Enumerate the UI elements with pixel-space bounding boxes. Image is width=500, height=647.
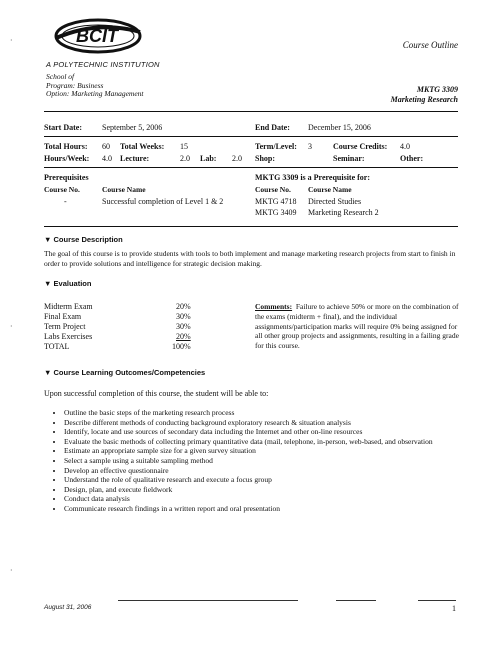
description-text: The goal of this course is to provide students with tools to both implement and manage marketing research projects from start to finish in order to provide solutions and intelligence for strategic decision making. bbox=[44, 249, 456, 268]
eval-row-1-pct: 20% bbox=[176, 302, 191, 311]
prereq-for-row-2-no: MKTG 3409 bbox=[255, 208, 297, 217]
description-heading bbox=[44, 235, 123, 244]
total-weeks-label: Total Weeks: bbox=[120, 142, 165, 151]
list-item: • Outline the basic steps of the marketing research process bbox=[64, 408, 474, 418]
evaluation-heading bbox=[44, 279, 91, 288]
eval-row-4-pct: 20% bbox=[176, 332, 191, 341]
list-item: • Understand the role of qualitative research and execute a focus group bbox=[64, 475, 474, 485]
hours-week-label: Hours/Week: bbox=[44, 154, 90, 163]
prereq-for-title: MKTG 3309 is a Prerequisite for: bbox=[255, 173, 371, 182]
lab-label: Lab: bbox=[200, 154, 217, 163]
course-outline-label: Course Outline bbox=[402, 40, 458, 50]
scan-mark: ⋅ bbox=[10, 322, 13, 331]
list-item: • Select a sample using a suitable sampling method bbox=[64, 456, 474, 466]
term-level-value: 3 bbox=[308, 142, 312, 151]
prereq-for-row-1-no: MKTG 4718 bbox=[255, 197, 297, 206]
eval-row-2-item: Final Exam bbox=[44, 312, 82, 321]
school-block bbox=[46, 73, 143, 99]
chevron-down-icon: ▼ bbox=[44, 368, 54, 377]
start-date-label: Start Date: bbox=[44, 123, 82, 132]
evaluation-title: Evaluation bbox=[53, 279, 92, 288]
total-weeks-value: 15 bbox=[180, 142, 188, 151]
chevron-down-icon: ▼ bbox=[44, 235, 54, 244]
shop-label: Shop: bbox=[255, 154, 276, 163]
divider-hours bbox=[44, 167, 458, 168]
other-label: Other: bbox=[400, 154, 424, 163]
seminar-label: Seminar: bbox=[333, 154, 365, 163]
prereq-col-no: Course No. bbox=[44, 185, 80, 194]
end-date-label: End Date: bbox=[255, 123, 290, 132]
lecture-label: Lecture: bbox=[120, 154, 150, 163]
end-date-value: December 15, 2006 bbox=[308, 123, 371, 132]
chevron-down-icon: ▼ bbox=[44, 279, 54, 288]
prereq-value: Successful completion of Level 1 & 2 bbox=[102, 197, 224, 206]
course-credits-value: 4.0 bbox=[400, 142, 410, 151]
eval-comments-label: Comments: bbox=[255, 302, 293, 311]
prereq-for-row-2-name: Marketing Research 2 bbox=[308, 208, 379, 217]
eval-row-4-item: Labs Exercises bbox=[44, 332, 93, 341]
option-label: Option: Marketing Management bbox=[46, 89, 144, 98]
course-code-block bbox=[391, 85, 458, 105]
eval-total-label: TOTAL bbox=[44, 342, 70, 351]
term-level-label: Term/Level: bbox=[255, 142, 297, 151]
footer-line-left bbox=[118, 600, 298, 601]
prereq-for-col-no: Course No. bbox=[255, 185, 291, 194]
list-item: • Describe different methods of conducting background exploratory research & situation analysis bbox=[64, 418, 474, 428]
page-number: 1 bbox=[452, 604, 456, 613]
divider-prereq bbox=[44, 226, 458, 227]
start-date-value: September 5, 2006 bbox=[102, 123, 163, 132]
outcomes-intro: Upon successful completion of this course, the student will be able to: bbox=[44, 389, 269, 398]
total-hours-label: Total Hours: bbox=[44, 142, 88, 151]
prerequisites-title: Prerequisites bbox=[44, 173, 89, 182]
prereq-for-col-name: Course Name bbox=[308, 185, 352, 194]
eval-total-value: 100% bbox=[172, 342, 191, 351]
list-item: • Conduct data analysis bbox=[64, 494, 474, 504]
program-label: Program: Business bbox=[46, 80, 104, 90]
outcomes-heading bbox=[44, 368, 205, 377]
lecture-value: 2.0 bbox=[180, 154, 190, 163]
divider-dates bbox=[44, 136, 458, 137]
list-item: • Estimate an appropriate sample size for a given survey situation bbox=[64, 446, 474, 456]
eval-row-1-item: Midterm Exam bbox=[44, 302, 93, 311]
list-item: • Develop an effective questionnaire bbox=[64, 466, 474, 476]
svg-text:BCIT: BCIT bbox=[76, 26, 118, 46]
bcit-logo bbox=[52, 12, 144, 60]
footer-date: August 31, 2006 bbox=[44, 604, 92, 611]
course-credits-label: Course Credits: bbox=[333, 142, 388, 151]
scan-mark: ⋅ bbox=[10, 36, 13, 45]
eval-row-3-pct: 30% bbox=[176, 322, 191, 331]
eval-comments-text: Failure to achieve 50% or more on the combination of the exams (midterm + final), and the individual assignments/participation marks will require 0% being assigned for all other group projects and assignments, resulting in a failing grade for this course. bbox=[255, 302, 459, 351]
footer-line-right bbox=[418, 600, 456, 601]
list-item: • Design, plan, and execute fieldwork bbox=[64, 485, 474, 495]
list-item: • Identify, locate and use sources of secondary data including the Internet and other on-line resources bbox=[64, 427, 474, 437]
list-item: • Evaluate the basic methods of collecting primary quantitative data (mail, telephone, in-person, web-based, and observation bbox=[64, 437, 474, 447]
prereq-for-row-1-name: Directed Studies bbox=[308, 197, 362, 206]
eval-row-3-item: Term Project bbox=[44, 322, 86, 331]
footer-line-mid bbox=[336, 600, 376, 601]
hours-week-value: 4.0 bbox=[102, 154, 112, 163]
prereq-dash: - bbox=[64, 197, 67, 206]
total-hours-value: 60 bbox=[102, 142, 110, 151]
lab-value: 2.0 bbox=[232, 154, 242, 163]
list-item: • Communicate research findings in a written report and oral presentation bbox=[64, 504, 474, 514]
divider-top bbox=[44, 111, 458, 112]
outcomes-title: Course Learning Outcomes/Competencies bbox=[53, 368, 206, 377]
course-title: Marketing Research bbox=[390, 95, 458, 104]
tagline: A POLYTECHNIC INSTITUTION bbox=[46, 60, 160, 69]
course-code: MKTG 3309 bbox=[416, 85, 458, 94]
prereq-col-name: Course Name bbox=[102, 185, 146, 194]
school-label: School of bbox=[46, 72, 75, 81]
eval-comments bbox=[255, 302, 465, 351]
scan-mark: ⋅ bbox=[10, 566, 13, 575]
outcomes-list bbox=[54, 408, 474, 514]
description-title: Course Description bbox=[53, 235, 123, 244]
eval-row-2-pct: 30% bbox=[176, 312, 191, 321]
